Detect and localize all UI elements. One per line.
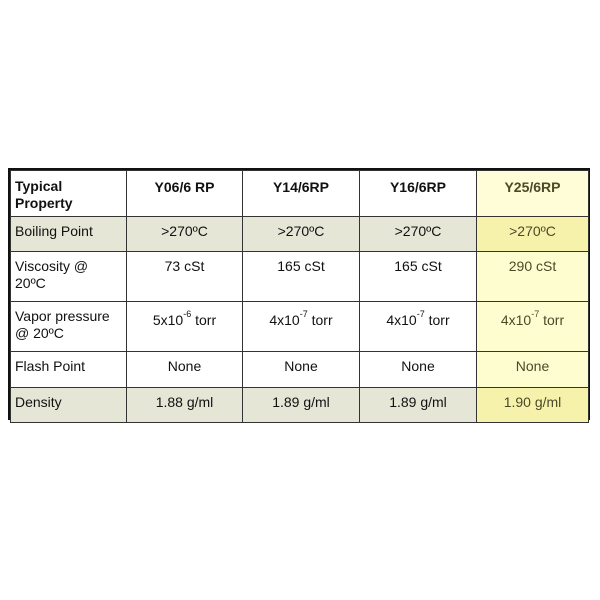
row-label-viscosity: Viscosity @ 20ºC [11, 252, 127, 302]
cell-density-y14: 1.89 g/ml [243, 388, 360, 423]
table-row-vapor-pressure [11, 302, 589, 352]
cell-flash-y25: None [477, 352, 589, 388]
header-y16-6rp: Y16/6RP [360, 171, 477, 217]
header-y14-6rp: Y14/6RP [243, 171, 360, 217]
table-row-density [11, 388, 589, 423]
properties-table [10, 170, 589, 423]
cell-boiling-y25: >270ºC [477, 217, 589, 252]
cell-flash-y14: None [243, 352, 360, 388]
cell-viscosity-y16: 165 cSt [360, 252, 477, 302]
table-header-row [11, 171, 589, 217]
row-label-density: Density [11, 388, 127, 423]
cell-density-y06: 1.88 g/ml [127, 388, 243, 423]
properties-table-container [8, 168, 590, 420]
cell-vapor-y16: $4x10^{-7}$ torr [360, 302, 477, 352]
cell-vapor-y14: $4x10^{-7}$ torr [243, 302, 360, 352]
cell-density-y25: 1.90 g/ml [477, 388, 589, 423]
row-label-vapor-pressure: Vapor pressure @ 20ºC [11, 302, 127, 352]
header-y06-6rp: Y06/6 RP [127, 171, 243, 217]
cell-flash-y06: None [127, 352, 243, 388]
cell-viscosity-y25: 290 cSt [477, 252, 589, 302]
cell-density-y16: 1.89 g/ml [360, 388, 477, 423]
cell-vapor-y25: $4x10^{-7}$ torr [477, 302, 589, 352]
cell-flash-y16: None [360, 352, 477, 388]
cell-viscosity-y06: 73 cSt [127, 252, 243, 302]
cell-boiling-y14: >270ºC [243, 217, 360, 252]
header-typical-property: Typical Property [11, 171, 127, 217]
header-y25-6rp: Y25/6RP [477, 171, 589, 217]
table-row-viscosity [11, 252, 589, 302]
row-label-boiling-point: Boiling Point [11, 217, 127, 252]
cell-vapor-y06: $5x10^{-6}$ torr [127, 302, 243, 352]
cell-boiling-y16: >270ºC [360, 217, 477, 252]
cell-boiling-y06: >270ºC [127, 217, 243, 252]
row-label-flash-point: Flash Point [11, 352, 127, 388]
table-row-flash-point [11, 352, 589, 388]
table-row-boiling-point [11, 217, 589, 252]
cell-viscosity-y14: 165 cSt [243, 252, 360, 302]
